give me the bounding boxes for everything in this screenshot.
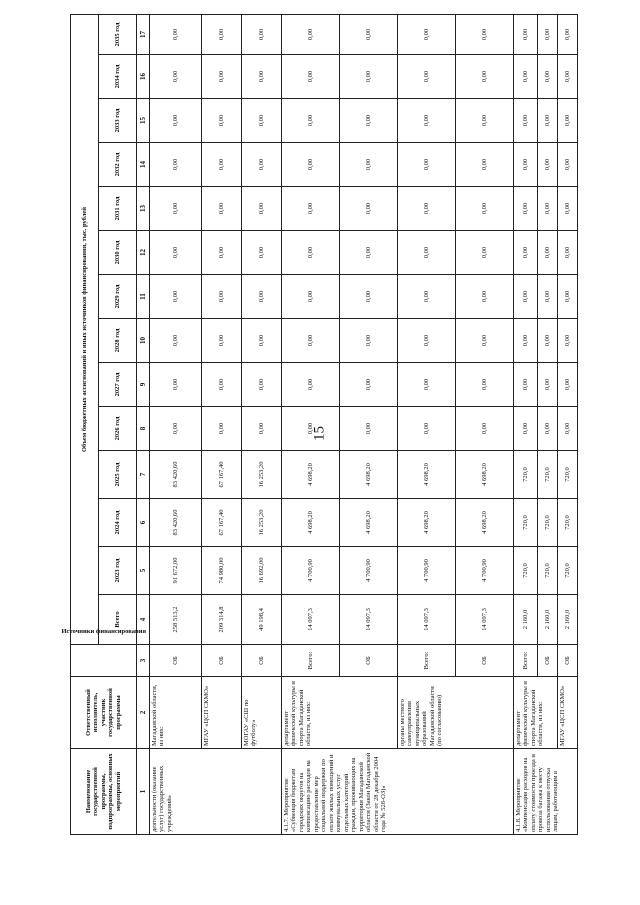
row-value: 0,00 [514,407,538,451]
row-value: 0,00 [456,14,514,54]
row-value: 0,00 [514,14,538,54]
row-source: Всего: [398,645,456,677]
row-value: 0,00 [150,275,202,319]
row-value: 0,00 [558,407,578,451]
row-value: 0,00 [242,319,282,363]
table-row [282,14,340,834]
header-year: 2032 год [99,143,137,187]
row-value: 0,00 [398,363,456,407]
column-number: 4 [137,595,150,645]
row-value: 0,00 [538,319,558,363]
row-value: 0,00 [538,407,558,451]
row-value: 0,00 [242,99,282,143]
column-number: 2 [137,677,150,749]
row-value: 0,00 [398,407,456,451]
row-value: 0,00 [242,14,282,54]
row-value: 0,00 [150,143,202,187]
row-executor: органы местного самоуправления муниципальных образований Магаданской области (по согласованию) [398,677,514,749]
row-value: 0,00 [456,275,514,319]
header-year: 2027 год [99,363,137,407]
header-year: 2035 год [99,14,137,54]
row-value: 0,00 [514,231,538,275]
row-value: 0,00 [282,231,340,275]
row-value: 67 167,40 [202,451,242,499]
row-value: 0,00 [242,275,282,319]
row-value: 720,0 [514,499,538,547]
header-name: Наименование государственной программы, подпрограммы, основных мероприятий [71,749,137,835]
row-value: 4 698,20 [340,451,398,499]
row-value: 0,00 [514,319,538,363]
row-value: 0,00 [202,14,242,54]
row-value: 4 700,90 [398,547,456,595]
row-value: 0,00 [340,99,398,143]
header-group: Объем бюджетных ассигнований и иных источников финансирования, тыс. рублей [71,14,99,644]
row-source: ОБ [150,645,202,677]
row-value: 0,00 [340,319,398,363]
row-value: 0,00 [538,55,558,99]
row-value: 0,00 [456,187,514,231]
row-value: 0,00 [202,143,242,187]
row-value: 0,00 [202,363,242,407]
table-row [150,14,202,834]
row-value: 4 700,90 [340,547,398,595]
header-executor: Ответственный исполнитель, участник государственной программы [71,677,137,749]
row-value: 0,00 [456,407,514,451]
header-year: 2026 год [99,407,137,451]
header-source: Источники финансирования [71,645,137,677]
row-value: 0,00 [340,143,398,187]
row-source: ОБ [202,645,242,677]
row-value: 0,00 [398,231,456,275]
row-value: 0,00 [242,363,282,407]
table-row [242,14,282,834]
row-value: 0,00 [514,55,538,99]
row-value: 4 698,20 [282,499,340,547]
row-value: 16 692,00 [242,547,282,595]
row-value: 0,00 [456,231,514,275]
table-row [514,14,538,834]
row-value: 0,00 [558,231,578,275]
row-source: Всего: [282,645,340,677]
row-value: 0,00 [150,231,202,275]
row-value: 4 698,20 [340,499,398,547]
row-value: 0,00 [558,55,578,99]
row-value: 0,00 [538,143,558,187]
row-value: 0,00 [242,407,282,451]
row-value: 0,00 [150,55,202,99]
row-value: 4 700,90 [456,547,514,595]
row-value: 0,00 [514,187,538,231]
row-value: 14 097,3 [398,595,456,645]
row-value: 720,0 [538,451,558,499]
header-year: 2025 год [99,451,137,499]
header-year: 2030 год [99,231,137,275]
table-row [398,14,456,834]
row-value: 0,00 [558,187,578,231]
row-value: 0,00 [340,55,398,99]
column-number: 16 [137,55,150,99]
row-value: 91 672,00 [150,547,202,595]
row-value: 0,00 [340,231,398,275]
row-value: 0,00 [398,143,456,187]
row-value: 209 314,8 [202,595,242,645]
row-value: 0,00 [242,143,282,187]
page-number: 15 [311,426,328,441]
row-value: 16 253,20 [242,499,282,547]
header-year: 2028 год [99,319,137,363]
row-value: 83 420,60 [150,499,202,547]
row-value: 0,00 [242,231,282,275]
column-number: 7 [137,451,150,499]
row-value: 0,00 [558,14,578,54]
column-number: 13 [137,187,150,231]
row-value: 0,00 [282,143,340,187]
row-name: 4.1.8. Мероприятие «Компенсация расходов на оплату стоимости проезда и провоза багажа к месту использования отпуска лицам, работающим в [514,749,578,835]
row-value: 0,00 [456,55,514,99]
column-number: 3 [137,645,150,677]
column-number: 12 [137,231,150,275]
row-name: 4.1.7. Мероприятие «Субвенция бюджетам городских округов на компенсацию расходов на предоставление мер социальной поддержки по оплате жилых помещений и коммунальных услуг отдельных категорий граждан, проживающих на территории Магаданской области (Закон Магаданской области от 28 декабря 2004 года № 528-ОЗ)» [282,749,514,835]
row-value: 0,00 [202,319,242,363]
row-value: 0,00 [514,99,538,143]
table-row [202,14,242,834]
column-number: 9 [137,363,150,407]
row-value: 0,00 [282,275,340,319]
row-value: 0,00 [282,14,340,54]
row-value: 0,00 [340,275,398,319]
row-executor: департамент физической культуры и спорта Магаданской области, из них: [514,677,558,749]
header-year: 2023 год [99,547,137,595]
row-executor: МОГАУ «СШ по футболу» [242,677,282,749]
row-value: 0,00 [150,99,202,143]
row-value: 0,00 [398,275,456,319]
table-container [61,15,571,835]
row-value: 14 097,3 [340,595,398,645]
row-value: 0,00 [514,275,538,319]
table-row [558,14,578,834]
header-year: 2024 год [99,499,137,547]
row-value: 0,00 [340,14,398,54]
row-value: 0,00 [242,187,282,231]
row-value: 2 160,0 [558,595,578,645]
row-value: 0,00 [150,407,202,451]
row-value: 0,00 [456,363,514,407]
row-executor: МГАУ «ЦСП СКМО» [558,677,578,749]
row-value: 0,00 [282,363,340,407]
row-executor: МГАУ «ЦСП СКМО» [202,677,242,749]
row-value: 2 160,0 [514,595,538,645]
row-value: 0,00 [558,275,578,319]
row-value: 0,00 [242,55,282,99]
row-value: 0,00 [150,363,202,407]
header-year: 2033 год [99,99,137,143]
row-source: Всего: [514,645,538,677]
row-value: 0,00 [558,99,578,143]
row-value: 14 097,3 [282,595,340,645]
row-value: 720,0 [538,499,558,547]
row-value: 49 198,4 [242,595,282,645]
row-value: 0,00 [282,407,340,451]
row-value: 0,00 [398,14,456,54]
column-number: 11 [137,275,150,319]
column-number: 5 [137,547,150,595]
column-number: 10 [137,319,150,363]
row-value: 0,00 [398,55,456,99]
row-value: 16 253,20 [242,451,282,499]
row-value: 0,00 [514,143,538,187]
row-value: 0,00 [538,275,558,319]
column-number: 8 [137,407,150,451]
row-value: 0,00 [398,187,456,231]
row-value: 720,0 [538,547,558,595]
row-source: ОБ [242,645,282,677]
row-value: 0,00 [538,99,558,143]
row-value: 0,00 [150,187,202,231]
row-value: 720,0 [514,547,538,595]
row-value: 720,0 [558,451,578,499]
row-value: 0,00 [340,363,398,407]
row-value: 83 420,60 [150,451,202,499]
row-value: 0,00 [538,231,558,275]
row-value: 0,00 [340,407,398,451]
row-value: 720,0 [558,547,578,595]
row-value: 0,00 [282,187,340,231]
row-value: 0,00 [202,55,242,99]
row-value: 0,00 [456,319,514,363]
row-value: 0,00 [282,99,340,143]
row-value: 4 698,20 [282,451,340,499]
row-value: 0,00 [514,363,538,407]
row-executor: департамент физической культуры и спорта Магаданской области, из них: [282,677,398,749]
row-value: 0,00 [456,99,514,143]
column-number: 1 [137,749,150,835]
row-source: ОБ [538,645,558,677]
header-year: 2034 год [99,55,137,99]
budget-table [61,14,578,835]
header-total: Всего [99,595,137,645]
row-value: 720,0 [558,499,578,547]
row-value: 0,00 [558,319,578,363]
row-value: 0,00 [398,99,456,143]
row-value: 2 160,0 [538,595,558,645]
column-number: 17 [137,14,150,54]
row-value: 0,00 [538,14,558,54]
row-value: 720,0 [514,451,538,499]
row-name: деятельности (оказание услуг) государственных учреждений» [150,749,282,835]
row-value: 0,00 [282,55,340,99]
row-value: 0,00 [150,319,202,363]
row-value: 4 698,20 [398,451,456,499]
header-year: 2029 год [99,275,137,319]
row-value: 0,00 [202,99,242,143]
row-source: ОБ [456,645,514,677]
row-value: 0,00 [340,187,398,231]
column-number: 15 [137,99,150,143]
row-source: ОБ [340,645,398,677]
row-value: 0,00 [202,275,242,319]
row-source: ОБ [558,645,578,677]
row-value: 4 700,90 [282,547,340,595]
row-value: 74 980,00 [202,547,242,595]
row-value: 14 097,3 [456,595,514,645]
row-value: 0,00 [398,319,456,363]
row-executor: Магаданской области, из них: [150,677,202,749]
header-year: 2031 год [99,187,137,231]
column-number: 14 [137,143,150,187]
row-value: 0,00 [538,363,558,407]
row-value: 258 513,2 [150,595,202,645]
row-value: 4 698,20 [398,499,456,547]
row-value: 4 698,20 [456,499,514,547]
row-value: 0,00 [558,143,578,187]
row-value: 0,00 [282,319,340,363]
row-value: 0,00 [202,231,242,275]
row-value: 4 698,20 [456,451,514,499]
row-value: 0,00 [150,14,202,54]
row-value: 0,00 [202,187,242,231]
row-value: 67 167,40 [202,499,242,547]
table-rotation-frame [61,15,571,835]
row-value: 0,00 [456,143,514,187]
row-value: 0,00 [202,407,242,451]
row-value: 0,00 [558,363,578,407]
column-number: 6 [137,499,150,547]
row-value: 0,00 [538,187,558,231]
